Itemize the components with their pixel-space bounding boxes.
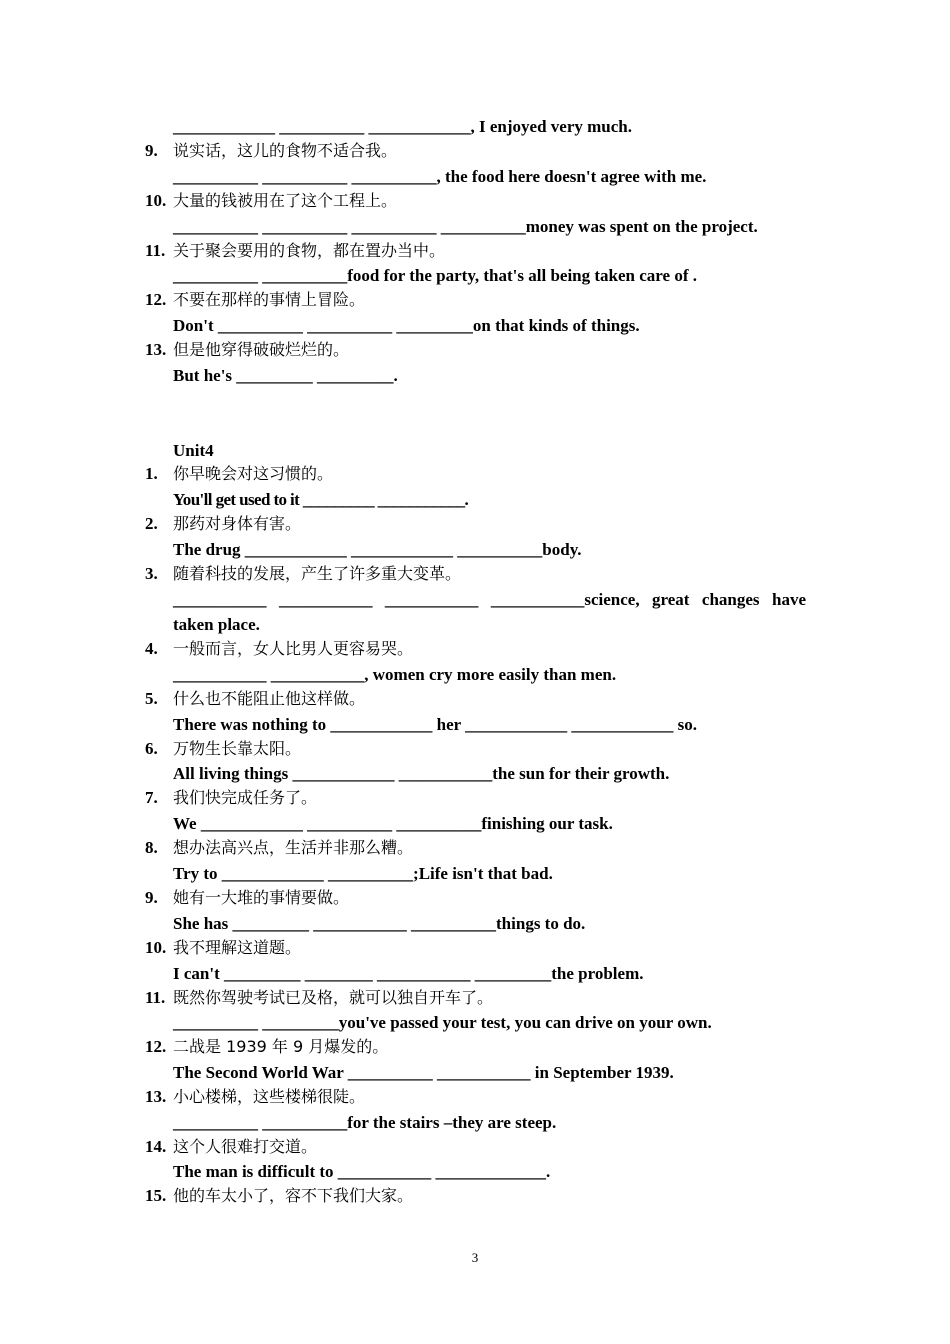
- chinese-sentence: 她有一大堆的事情要做。: [173, 888, 350, 907]
- chinese-sentence: 一般而言，女人比男人更容易哭。: [173, 639, 414, 658]
- list-item: [145, 191, 825, 211]
- item-number: 14.: [145, 1137, 167, 1156]
- english-blank-line: Don't __________ __________ _________on that kinds of things.: [173, 316, 640, 335]
- item-number: 12.: [145, 290, 167, 309]
- item-number: 2.: [145, 514, 158, 533]
- chinese-sentence: 随着科技的发展，产生了许多重大变革。: [173, 564, 462, 583]
- english-blank-line: All living things ____________ ___________the sun for their growth.: [173, 764, 670, 783]
- english-blank-line: The Second World War __________ ___________ in September 1939.: [173, 1063, 674, 1082]
- item-number: 4.: [145, 639, 158, 658]
- english-blank-line: She has _________ ___________ __________things to do.: [173, 914, 586, 933]
- item-number: 10.: [145, 191, 167, 210]
- chinese-sentence: 想办法高兴点，生活并非那么糟。: [173, 838, 414, 857]
- list-item: [145, 1137, 825, 1157]
- list-item: [145, 514, 825, 534]
- item-number: 12.: [145, 1037, 167, 1056]
- english-blank-line: You'll get used to it _________ ___________.: [173, 490, 469, 509]
- chinese-sentence: 不要在那样的事情上冒险。: [173, 290, 366, 309]
- english-blank-line: There was nothing to ____________ her ____________ ____________ so.: [173, 715, 698, 734]
- top-answer-line: ____________ __________ ____________, I enjoyed very much.: [173, 117, 632, 136]
- item-number: 9.: [145, 888, 158, 907]
- english-blank-line: Try to ____________ __________;Life isn't that bad.: [173, 864, 553, 883]
- chinese-sentence: 二战是 1939 年 9 月爆发的。: [173, 1037, 389, 1056]
- english-blank-line: I can't _________ ________ ___________ _________the problem.: [173, 964, 644, 983]
- english-blank-line: We ____________ __________ __________finishing our task.: [173, 814, 613, 833]
- english-blank-line: But he's _________ _________.: [173, 366, 398, 385]
- chinese-sentence: 说实话，这儿的食物不适合我。: [173, 141, 398, 160]
- list-item: [145, 1037, 825, 1057]
- chinese-sentence: 我不理解这道题。: [173, 938, 302, 957]
- item-number: 13.: [145, 340, 167, 359]
- list-item: [145, 888, 825, 908]
- list-item: [145, 241, 825, 261]
- list-item: [145, 1087, 825, 1107]
- item-number: 7.: [145, 788, 158, 807]
- list-item: [145, 141, 825, 161]
- item-number: 6.: [145, 739, 158, 758]
- chinese-sentence: 大量的钱被用在了这个工程上。: [173, 191, 398, 210]
- list-item: [145, 464, 825, 484]
- english-blank-line: __________ __________food for the party, that's all being taken care of .: [173, 266, 697, 285]
- chinese-sentence: 这个人很难打交道。: [173, 1137, 318, 1156]
- list-item: [145, 340, 825, 360]
- item-number: 11.: [145, 988, 166, 1007]
- list-item: [145, 564, 825, 584]
- chinese-sentence: 我们快完成任务了。: [173, 788, 318, 807]
- english-blank-line: The drug ____________ ____________ __________body.: [173, 540, 582, 559]
- page-number: 3: [471, 1250, 479, 1265]
- chinese-sentence: 他的车太小了，容不下我们大家。: [173, 1186, 414, 1205]
- list-item: [145, 290, 825, 310]
- unit-heading: Unit4: [173, 441, 214, 460]
- item-number: 11.: [145, 241, 166, 260]
- item-number: 10.: [145, 938, 167, 957]
- list-item: [145, 689, 825, 709]
- item-number: 8.: [145, 838, 158, 857]
- list-item: [145, 838, 825, 858]
- item-number: 5.: [145, 689, 158, 708]
- english-blank-line: __________ __________ __________, the food here doesn't agree with me.: [173, 167, 707, 186]
- list-item: [145, 788, 825, 808]
- chinese-sentence: 既然你驾驶考试已及格，就可以独自开车了。: [173, 988, 494, 1007]
- list-item: [145, 938, 825, 958]
- chinese-sentence: 关于聚会要用的食物，都在置办当中。: [173, 241, 446, 260]
- chinese-sentence: 那药对身体有害。: [173, 514, 302, 533]
- english-blank-line: __________ _________you've passed your test, you can drive on your own.: [173, 1013, 712, 1032]
- english-blank-line: The man is difficult to ___________ _____________.: [173, 1162, 551, 1181]
- chinese-sentence: 你早晚会对这习惯的。: [173, 464, 334, 483]
- chinese-sentence: 但是他穿得破破烂烂的。: [173, 340, 350, 359]
- english-blank-line: __________ __________ __________ __________money was spent on the project.: [173, 217, 758, 236]
- item-number: 3.: [145, 564, 158, 583]
- item-number: 1.: [145, 464, 158, 483]
- english-blank-line: ___________ ___________ ___________ ___________science, great changes have: [173, 590, 806, 609]
- item-number: 9.: [145, 141, 158, 160]
- english-blank-line: ___________ ___________, women cry more easily than men.: [173, 665, 617, 684]
- list-item: [145, 639, 825, 659]
- list-item: [145, 739, 825, 759]
- english-blank-line-continued: taken place.: [173, 615, 260, 634]
- list-item: [145, 988, 825, 1008]
- item-number: 15.: [145, 1186, 167, 1205]
- chinese-sentence: 小心楼梯，这些楼梯很陡。: [173, 1087, 366, 1106]
- chinese-sentence: 什么也不能阻止他这样做。: [173, 689, 366, 708]
- list-item: [145, 1186, 825, 1206]
- item-number: 13.: [145, 1087, 167, 1106]
- english-blank-line: __________ __________for the stairs –they are steep.: [173, 1113, 557, 1132]
- chinese-sentence: 万物生长靠太阳。: [173, 739, 302, 758]
